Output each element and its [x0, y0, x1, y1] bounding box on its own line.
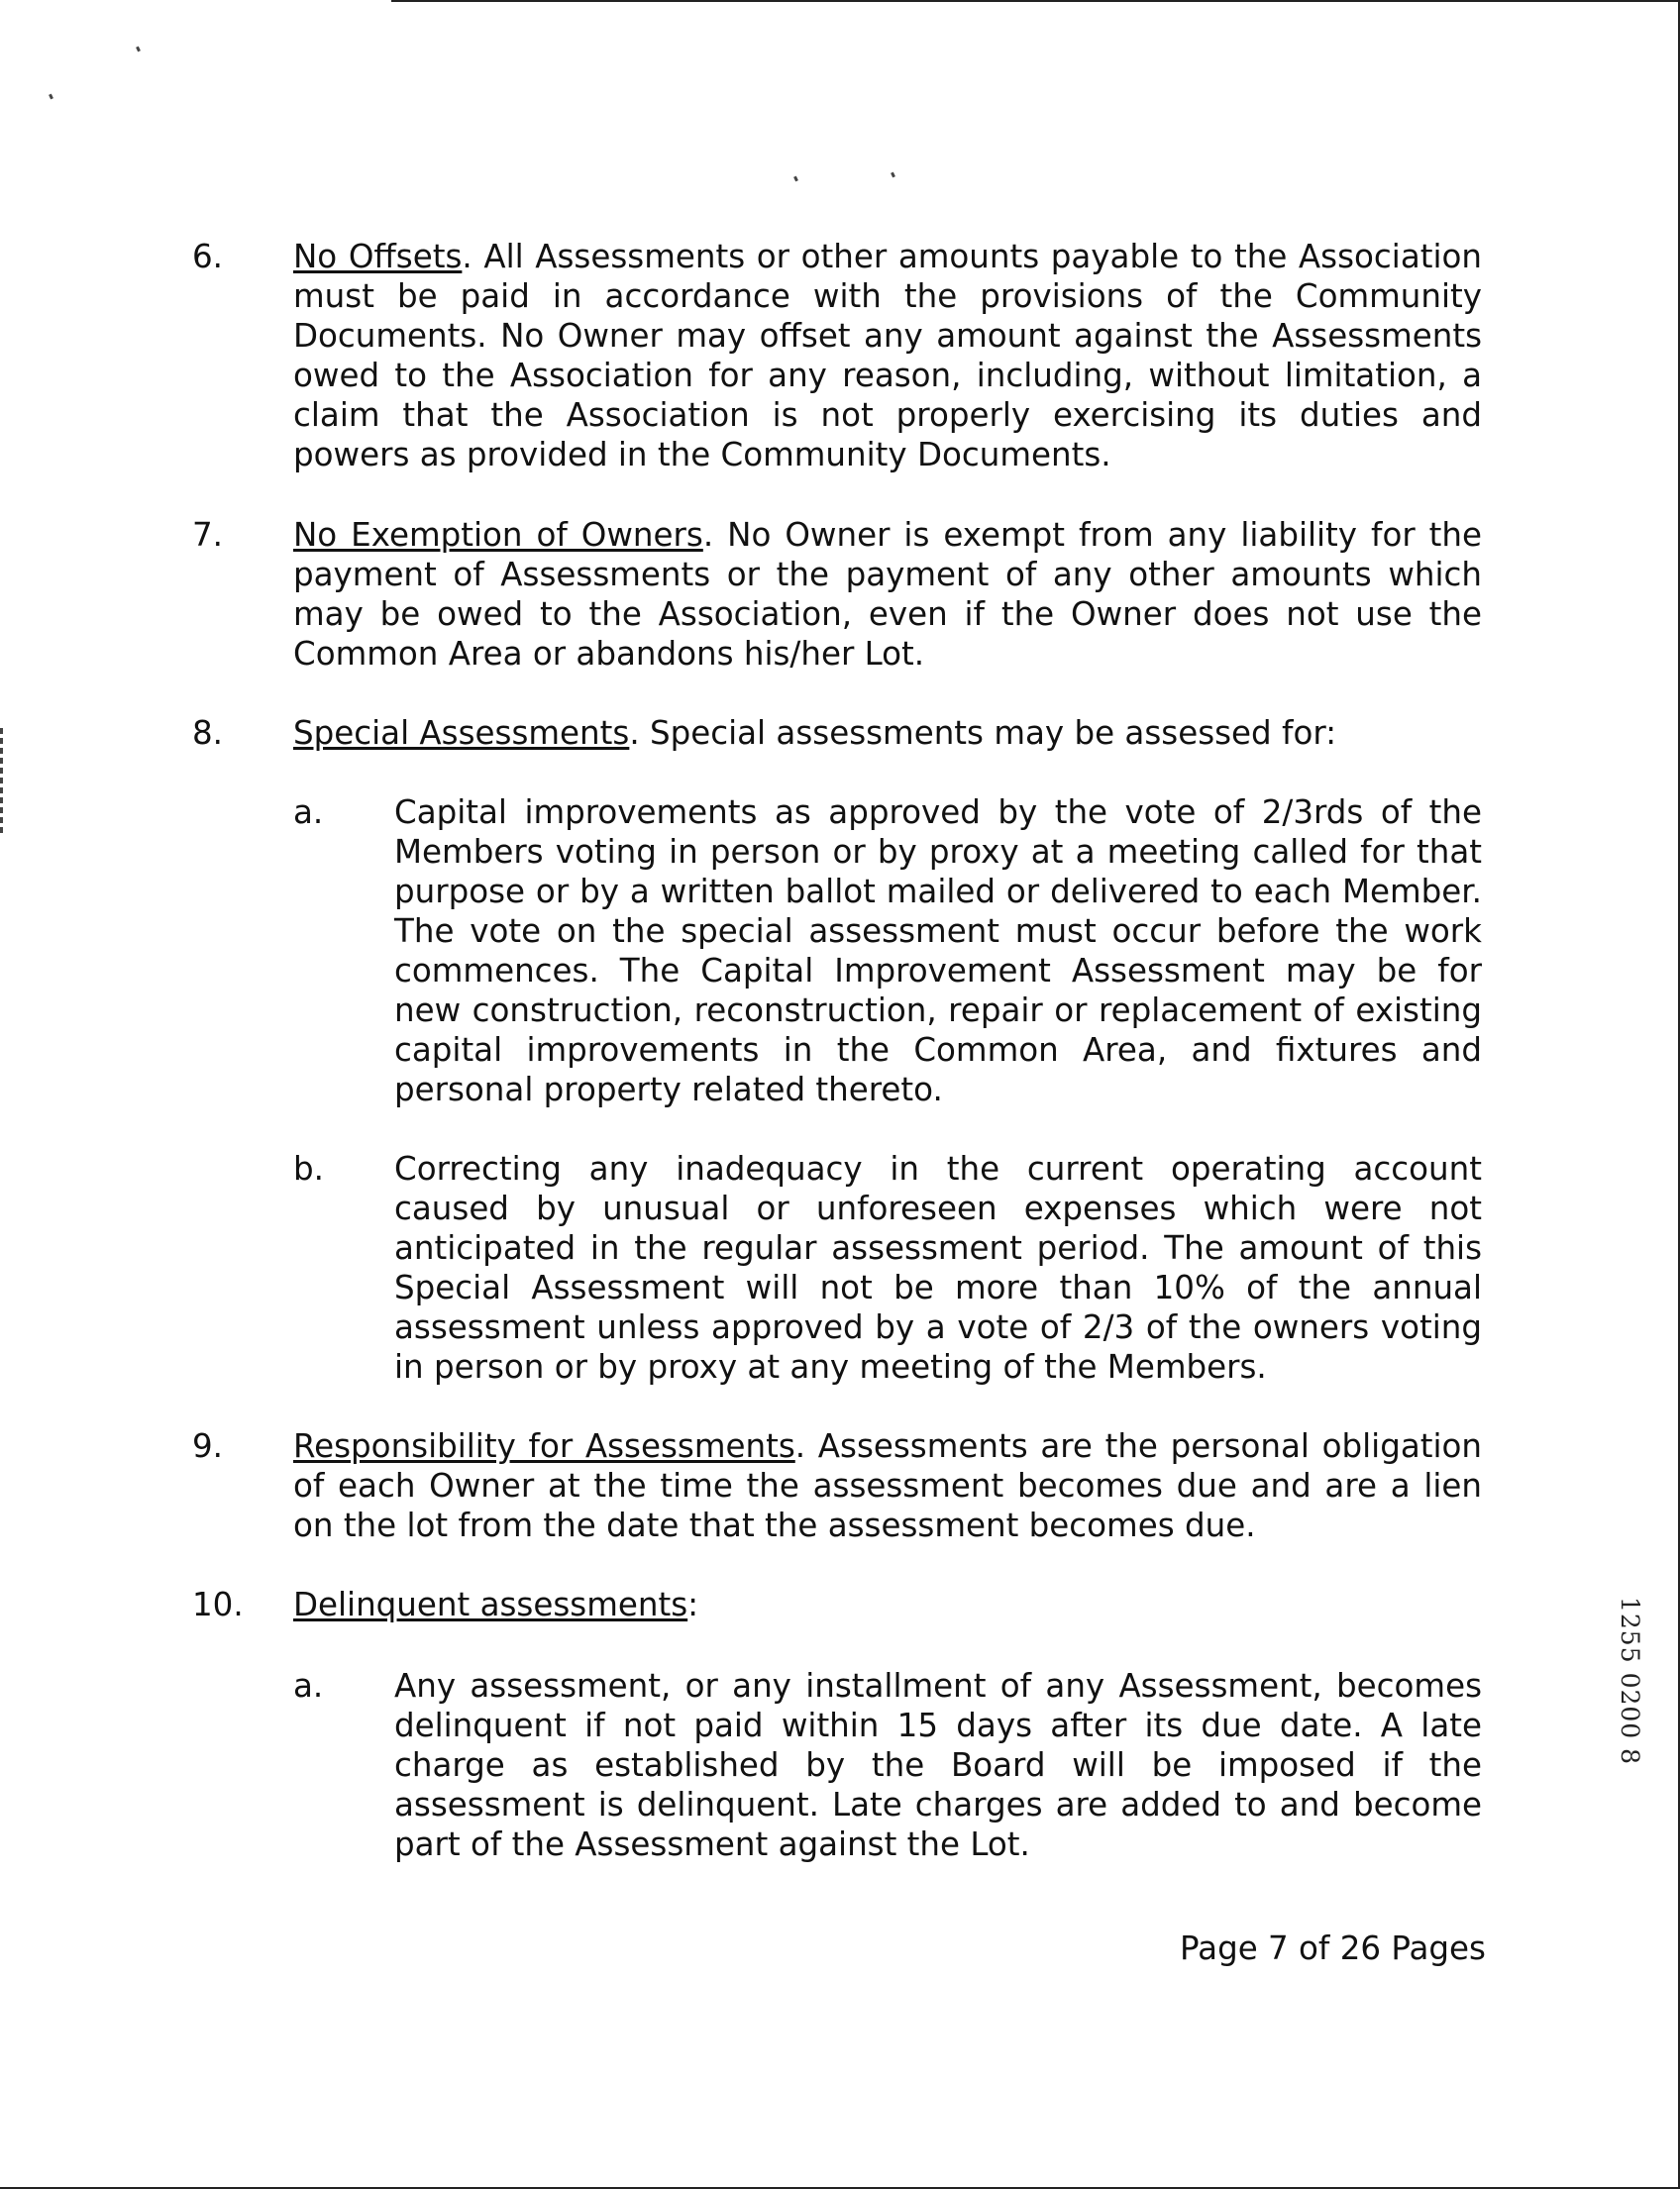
section-body	[293, 713, 1482, 753]
section-6	[192, 237, 1482, 474]
section-8-item-a	[293, 792, 1482, 1109]
section-number: 10.	[192, 1586, 244, 1623]
section-text: :	[687, 1586, 699, 1623]
item-letter: a.	[293, 793, 324, 831]
page-number-footer: Page 7 of 26 Pages	[1180, 1929, 1486, 1967]
section-10	[192, 1585, 1482, 1624]
top-border-rule	[391, 0, 1680, 2]
section-heading: Delinquent assessments	[293, 1586, 688, 1623]
section-text: . Special assessments may be assessed for:	[629, 714, 1337, 752]
item-letter: b.	[293, 1150, 324, 1188]
section-text: . Assessments are the personal obligation of each Owner at the time the assessment becomes due and are a lien on the lot from the date that the assessment becomes due.	[293, 1427, 1483, 1544]
section-number: 6.	[192, 238, 224, 275]
section-8	[192, 713, 1482, 753]
section-text: . No Owner is exempt from any liability for the payment of Assessments or the payment of any other amounts which may be owed to the Association, even if the Owner does not use the Common Area or abandons his/her Lot.	[293, 516, 1483, 673]
section-8-item-b	[293, 1149, 1482, 1387]
section-body	[293, 1585, 1482, 1624]
section-body	[293, 515, 1482, 674]
section-heading: Responsibility for Assessments	[293, 1427, 795, 1465]
item-text: Capital improvements as approved by the vote of 2/3rds of the Members voting in person or by proxy at a meeting called for that purpose or by a written ballot mailed or delivered to each Member. The vote on the special assessment must occur before the work commences. The Capital Improvement Assessment may be for new construction, reconstruction, repair or replacement of existing capital improvements in the Common Area, and fixtures and personal property related thereto.	[394, 793, 1482, 1108]
section-body	[293, 237, 1482, 474]
section-10-item-a	[293, 1666, 1482, 1864]
section-number: 7.	[192, 516, 224, 554]
section-heading: No Exemption of Owners	[293, 516, 703, 554]
section-9	[192, 1426, 1482, 1545]
section-heading: Special Assessments	[293, 714, 630, 752]
item-text: Correcting any inadequacy in the current operating account caused by unusual or unforeseen expenses which were not anticipated in the regular assessment period. The amount of this Special Assessment will not be more than 10% of the annual assessment unless approved by a vote of 2/3 of the owners voting in person or by proxy at any meeting of the Members.	[394, 1150, 1482, 1386]
section-number: 8.	[192, 714, 224, 752]
left-edge-scan-marks	[0, 728, 3, 837]
item-text: Any assessment, or any installment of any Assessment, becomes delinquent if not paid within 15 days after its due date. A late charge as established by the Board will be imposed if the assessment is delinquent. Late charges are added to and become part of the Assessment against the Lot.	[394, 1667, 1482, 1863]
item-letter: a.	[293, 1667, 324, 1705]
section-heading: No Offsets	[293, 238, 463, 275]
section-number: 9.	[192, 1427, 224, 1465]
section-7	[192, 515, 1482, 674]
recording-number-stamp: 1255 0200 8	[1616, 1597, 1644, 1766]
section-body	[293, 1426, 1482, 1545]
section-text: . All Assessments or other amounts payable to the Association must be paid in accordance with the provisions of the Community Documents. No Owner may offset any amount against the Assessments owed to the Association for any reason, including, without limitation, a claim that the Association is not properly exercising its duties and powers as provided in the Community Documents.	[293, 238, 1482, 473]
